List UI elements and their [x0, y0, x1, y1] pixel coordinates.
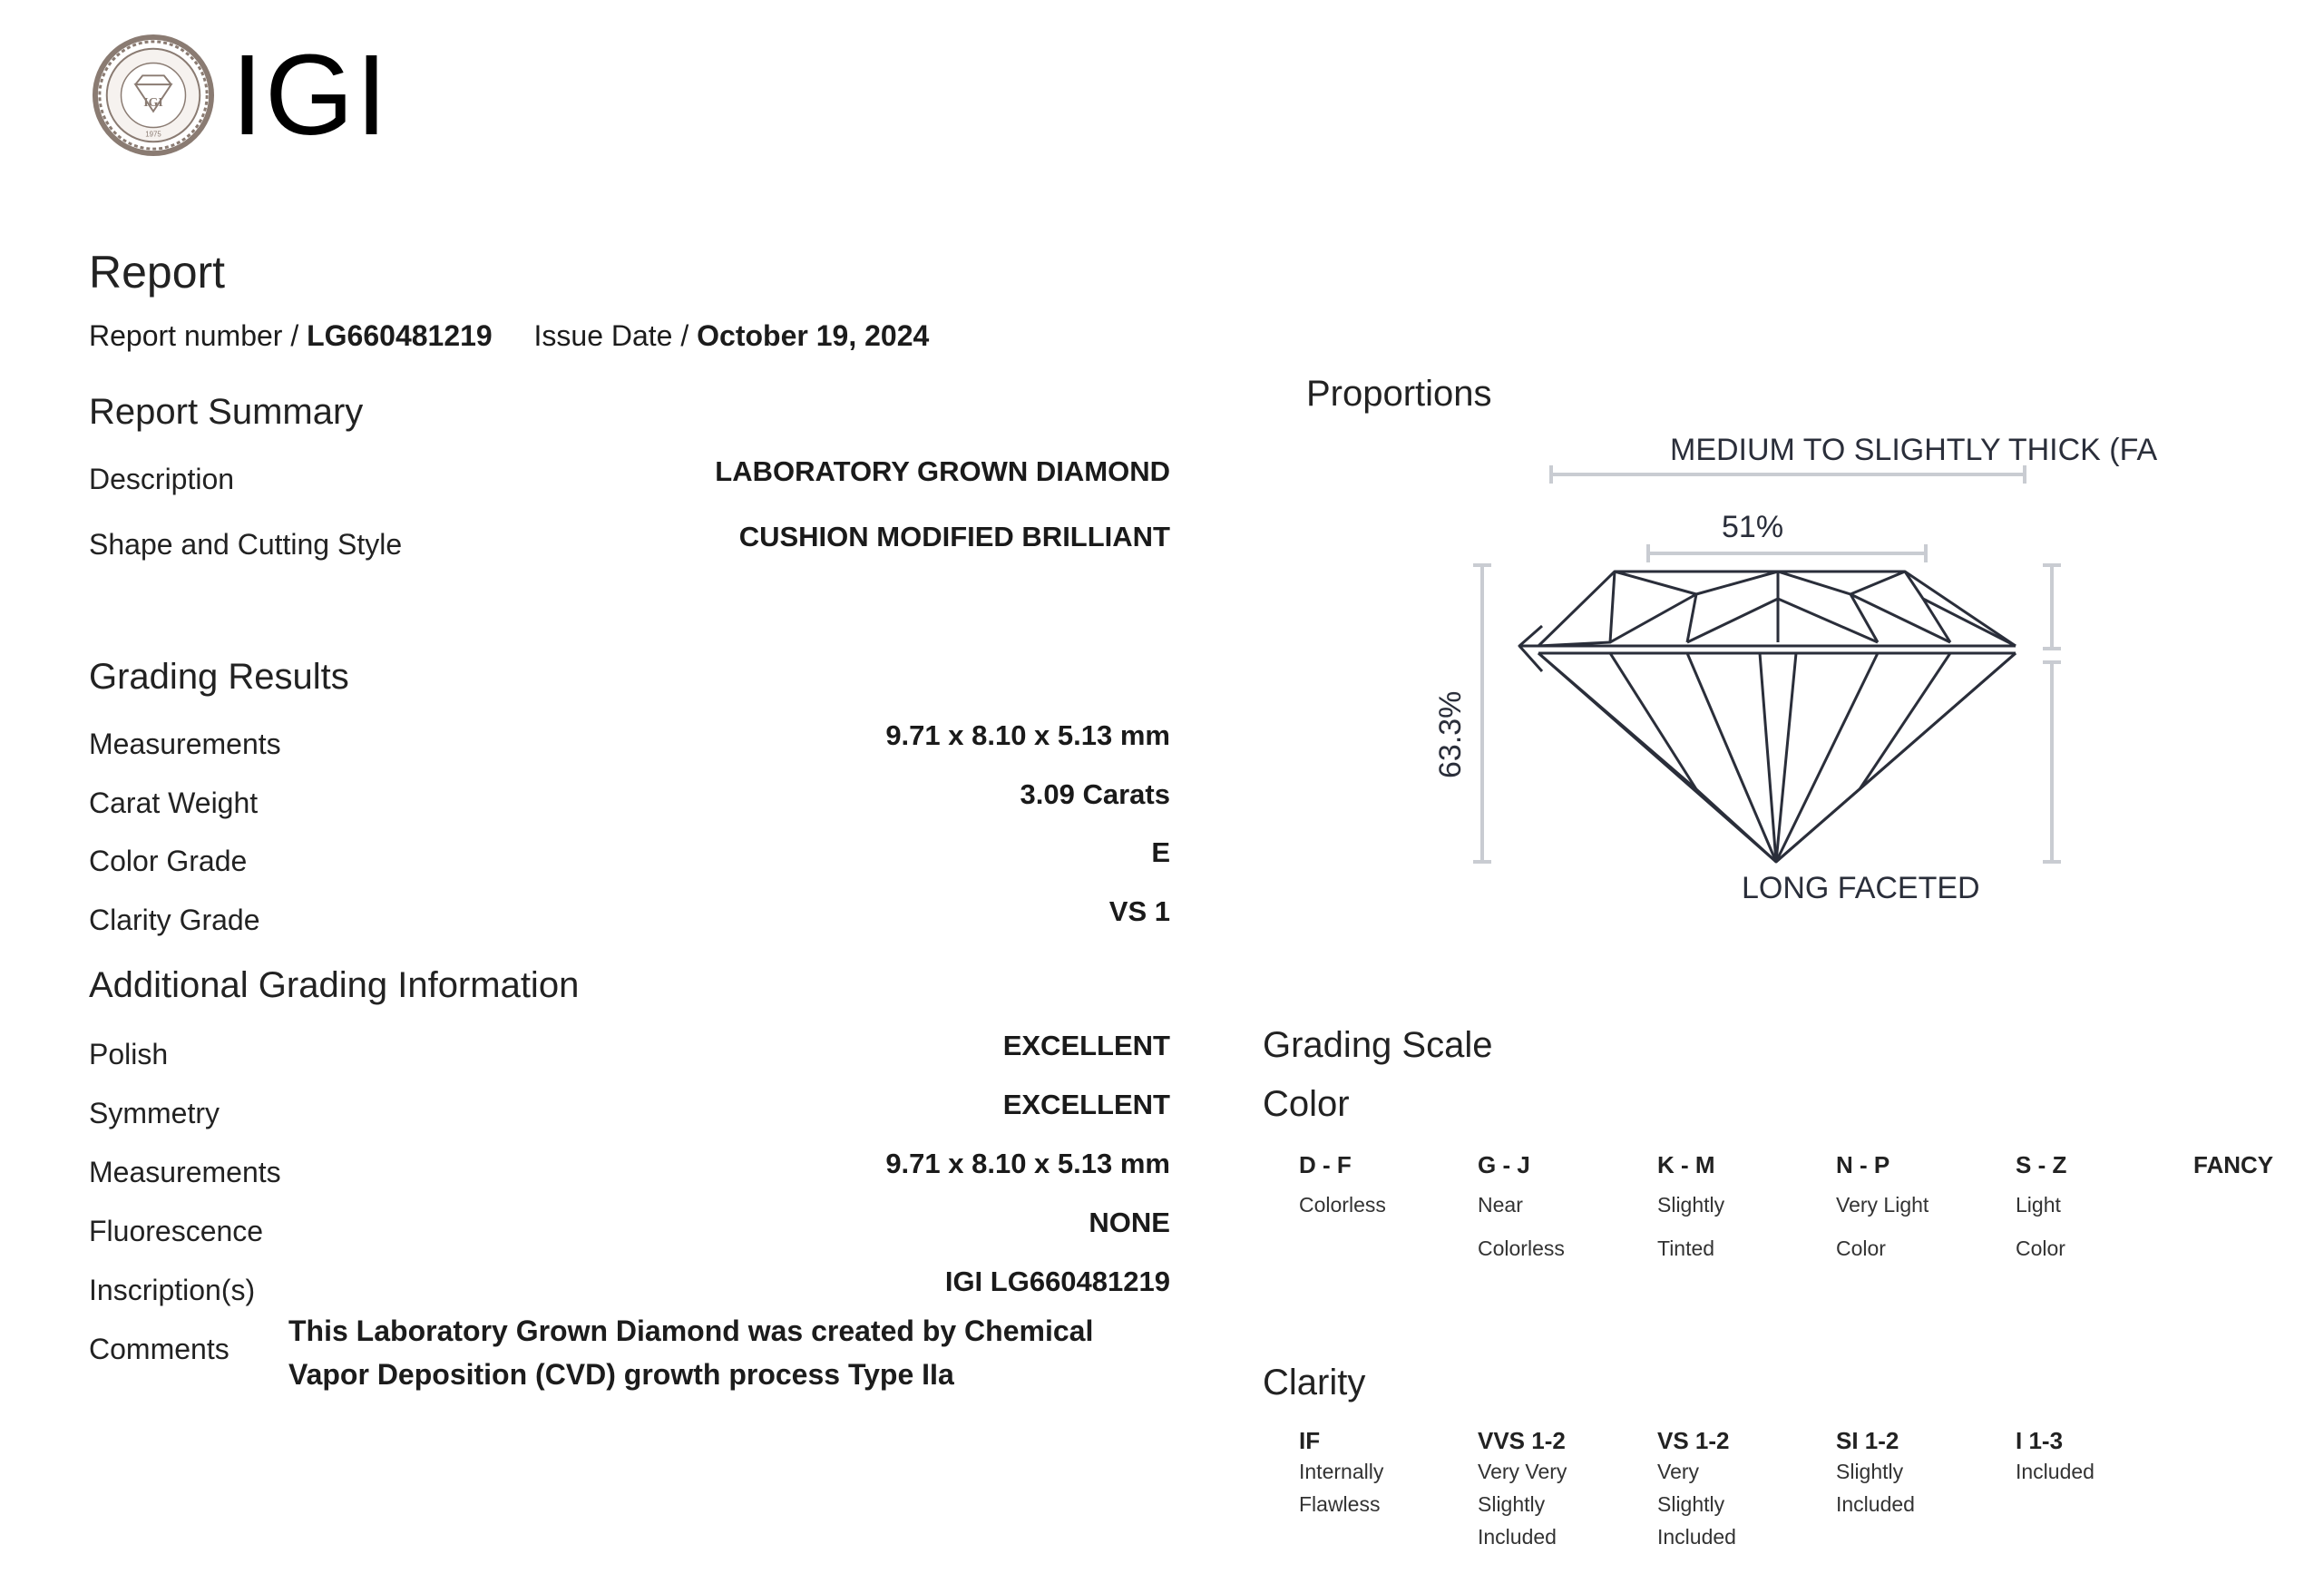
report-meta: [89, 318, 929, 354]
measurements-label: Measurements: [89, 728, 281, 760]
girdle-label: MEDIUM TO SLIGHTLY THICK (FA: [1670, 433, 2158, 467]
color-scale-grade: N - P: [1836, 1151, 1890, 1178]
proportions-title: Proportions: [1306, 374, 1492, 414]
description-label: Description: [89, 463, 235, 495]
igi-seal-logo: [91, 33, 216, 158]
clarity-scale-desc-3: Included: [1478, 1525, 1557, 1549]
clarity-scale-desc-1: Very Very: [1478, 1460, 1567, 1483]
color-scale-desc-2: Color: [1836, 1236, 1886, 1260]
clarity-scale-grade: I 1-3: [2016, 1427, 2064, 1454]
color-grade-label: Color Grade: [89, 845, 248, 877]
culet-label: LONG FACETED: [1742, 871, 1980, 905]
report-title: Report: [89, 247, 226, 298]
comments-value: This Laboratory Grown Diamond was created by Chemical Vapor Deposition (CVD) growth process Type IIa: [288, 1314, 1094, 1391]
description-value: LABORATORY GROWN DIAMOND: [715, 455, 1170, 487]
color-scale-col-df: [1299, 1150, 1386, 1227]
carat-weight-label: Carat Weight: [89, 787, 259, 819]
color-scale-desc-2: Colorless: [1478, 1236, 1565, 1260]
color-scale-grade: G - J: [1478, 1151, 1530, 1178]
issue-date-label: Issue Date /: [533, 319, 698, 352]
color-scale-col-np: [1836, 1150, 1929, 1270]
color-scale-col-km: [1657, 1150, 1724, 1270]
color-scale-col-gj: [1478, 1150, 1565, 1270]
clarity-scale-desc-2: Slightly: [1478, 1492, 1546, 1516]
igi-wordmark: IGI: [231, 31, 390, 159]
clarity-scale-desc-2: Flawless: [1299, 1492, 1381, 1516]
color-scale-title: Color: [1263, 1084, 1350, 1124]
color-scale-desc: Very Light: [1836, 1193, 1929, 1217]
seal-mark-text: IGI: [143, 94, 163, 109]
color-scale-grade: D - F: [1299, 1151, 1352, 1178]
symmetry-label: Symmetry: [89, 1097, 220, 1129]
clarity-scale-desc-3: Included: [1657, 1525, 1736, 1549]
clarity-scale-desc-2: Included: [1836, 1492, 1915, 1516]
report-summary-title: Report Summary: [89, 392, 364, 432]
clarity-scale-desc-1: Slightly: [1836, 1460, 1904, 1483]
clarity-grade-label: Clarity Grade: [89, 904, 260, 936]
inscription-value: IGI LG660481219: [944, 1266, 1170, 1297]
fluorescence-label: Fluorescence: [89, 1215, 264, 1247]
inscription-label: Inscription(s): [89, 1274, 256, 1306]
report-number: LG660481219: [307, 319, 493, 352]
clarity-scale-col-vvs: [1478, 1426, 1623, 1553]
additional-info-title: Additional Grading Information: [89, 965, 580, 1005]
carat-weight-value: 3.09 Carats: [1020, 778, 1170, 810]
clarity-scale-title: Clarity: [1263, 1363, 1366, 1402]
color-grade-value: E: [1151, 836, 1170, 868]
polish-value: EXCELLENT: [1002, 1030, 1170, 1061]
color-scale-desc: Near: [1478, 1193, 1523, 1217]
grading-scale-title: Grading Scale: [1263, 1025, 1493, 1065]
clarity-scale-desc-1: Very: [1657, 1460, 1700, 1483]
report-number-label: Report number /: [89, 319, 308, 352]
color-scale-desc-2: Color: [2016, 1236, 2065, 1260]
color-scale-col-fancy: [2193, 1150, 2273, 1179]
clarity-scale-desc-2: Slightly: [1657, 1492, 1725, 1516]
color-scale-grade: FANCY: [2193, 1151, 2274, 1178]
clarity-scale-col-if: [1299, 1426, 1444, 1520]
measurements-2-label: Measurements: [89, 1156, 281, 1188]
color-scale-grade: K - M: [1657, 1151, 1715, 1178]
color-scale-desc: Light: [2016, 1193, 2061, 1217]
clarity-scale-col-si: [1836, 1426, 1981, 1520]
shape-value: CUSHION MODIFIED BRILLIANT: [738, 521, 1170, 552]
symmetry-value: EXCELLENT: [1002, 1089, 1170, 1120]
polish-label: Polish: [89, 1038, 169, 1070]
color-scale-grade: S - Z: [2016, 1151, 2067, 1178]
color-scale-desc: Colorless: [1299, 1193, 1386, 1217]
clarity-scale-grade: VS 1-2: [1657, 1427, 1730, 1454]
color-scale-desc: Slightly: [1657, 1193, 1725, 1217]
clarity-scale-desc-1: Internally: [1299, 1460, 1384, 1483]
measurements-value: 9.71 x 8.10 x 5.13 mm: [885, 719, 1170, 751]
comments-label: Comments: [89, 1333, 229, 1365]
clarity-scale-col-vs: [1657, 1426, 1802, 1553]
clarity-grade-value: VS 1: [1108, 895, 1170, 927]
clarity-scale-grade: SI 1-2: [1836, 1427, 1899, 1454]
diamond-outline: [1519, 572, 2016, 862]
clarity-scale-grade: IF: [1299, 1427, 1321, 1454]
measurements-2-value: 9.71 x 8.10 x 5.13 mm: [885, 1148, 1170, 1179]
shape-label: Shape and Cutting Style: [89, 528, 403, 561]
clarity-scale-grade: VVS 1-2: [1478, 1427, 1566, 1454]
color-scale-desc-2: Tinted: [1657, 1236, 1715, 1260]
fluorescence-value: NONE: [1089, 1207, 1170, 1238]
seal-year-text: 1975: [145, 130, 161, 139]
depth-percent-label: 63.3%: [1433, 690, 1468, 778]
color-scale-col-sz: [2016, 1150, 2066, 1270]
clarity-scale-desc-1: Included: [2016, 1460, 2095, 1483]
proportions-diagram: [1270, 399, 2268, 925]
table-percent-label: 51%: [1722, 510, 1784, 544]
grading-results-title: Grading Results: [89, 657, 349, 697]
clarity-scale-col-i: [2016, 1426, 2161, 1488]
issue-date: October 19, 2024: [697, 319, 930, 352]
